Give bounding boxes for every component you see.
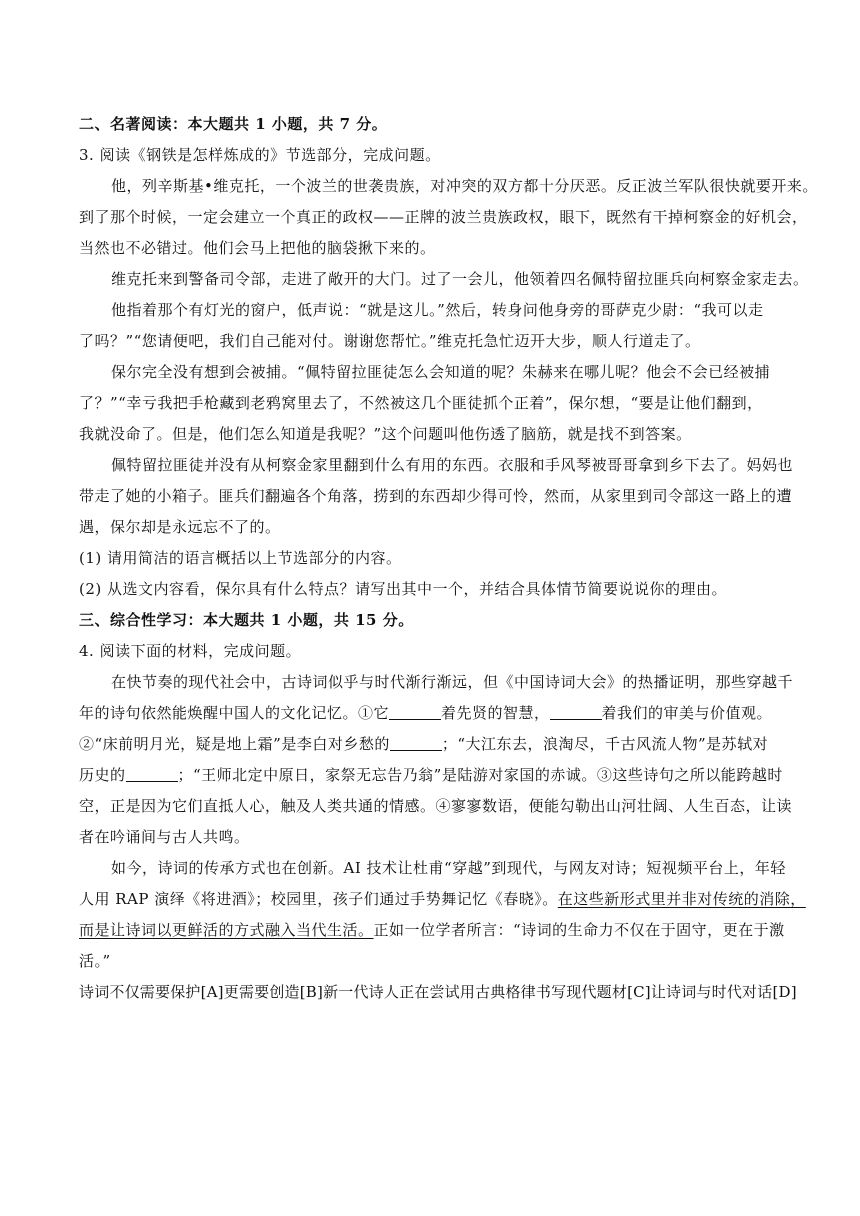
section-2-heading: 二、名著阅读：本大题共 1 小题，共 7 分。 [79,115,388,133]
fill-blank-3 [390,734,442,751]
text-segment: 正如一位学者所言：“诗词的生命力不仅在于固守，更在于激 [373,921,785,939]
underlined-sentence: 在这些新形式里并非对传统的消除， [557,890,806,908]
underlined-sentence: 而是让诗词以更鲜活的方式融入当代生活。 [79,921,374,939]
fill-blank-4 [126,765,178,782]
passage-3-line: 佩特留拉匪徒并没有从柯察金家里翻到什么有用的东西。衣服和手风琴被哥哥拿到乡下去了。妈妈也 [111,456,794,474]
passage-3-line: 带走了她的小箱子。匪兵们翻遍各个角落，捞到的东西却少得可怜，然而，从家里到司令部这一路上的遭 [79,487,793,505]
passage-3-line: 保尔完全没有想到会被捕。“佩特留拉匪徒怎么会知道的呢？朱赫来在哪儿呢？他会不会已经被捕 [111,363,771,381]
text-segment: 人用 RAP 演绎《将进酒》；校园里，孩子们通过手势舞记忆《春晓》。 [79,890,558,908]
passage-3-line: 我就没命了。但是，他们怎么知道是我呢？”这个问题叫他伤透了脑筋，就是找不到答案。 [79,425,692,443]
material-line: 者在吟诵间与古人共鸣。 [79,828,250,846]
text-segment: 着先贤的智慧， [441,704,550,722]
text-segment: ；“大江东去，浪淘尽，千古风流人物”是苏轼对 [441,735,769,753]
section-3-heading: 三、综合性学习：本大题共 1 小题，共 15 分。 [79,611,414,629]
text-segment: 着我们的审美与价值观。 [601,704,773,722]
passage-3-line: 当然也不必错过。他们会马上把他的脑袋揪下来的。 [79,239,436,257]
passage-3-line: 了？”“幸亏我把手枪藏到老鸦窝里去了，不然被这几个匪徒抓个正着”，保尔想，“要是让他们翻到， [79,394,763,412]
material-line [79,729,785,760]
text-segment: 历史的 [79,766,126,784]
material-line [79,884,806,915]
fill-blank-2 [550,703,602,720]
passage-3-line: 他指着那个有灯光的窗户，低声说：“就是这儿。”然后，转身问他身旁的哥萨克少尉：“我可以走 [111,301,764,319]
fill-blank-1 [389,703,441,720]
punctuation-question-line: 诗词不仅需要保护[A]更需要创造[B]新一代诗人正在尝试用古典格律书写现代题材[C]让诗词与时代对话[D] [79,983,797,1001]
passage-3-line: 他，列辛斯基•维克托，一个波兰的世袭贵族，对冲突的双方都十分厌恶。反正波兰军队很快就要开来。 [111,177,818,195]
material-line: 空，正是因为它们直抵人心，触及人类共通的情感。④寥寥数语，便能勾勒出山河壮阔、人生百态，让读 [79,797,793,815]
material-line: 在快节奏的现代社会中，古诗词似乎与时代渐行渐远，但《中国诗词大会》的热播证明，那些穿越千 [111,673,794,691]
text-segment: ②“床前明月光，疑是地上霜”是李白对乡愁的 [79,735,390,753]
text-segment: ；“王师北定中原日，家祭无忘告乃翁”是陆游对家国的赤诚。③这些诗句之所以能跨越时 [177,766,783,784]
passage-3-line: 遇，保尔却是永远忘不了的。 [79,518,281,536]
sub-question-2: (2) 从选文内容看，保尔具有什么特点？请写出其中一个，并结合具体情节简要说说你的理由。 [79,580,728,598]
passage-3-line: 到了那个时候，一定会建立一个真正的政权——正牌的波兰贵族政权，眼下，既然有干掉柯察金的好机会， [79,208,808,226]
material-line: 活。” [79,952,111,970]
text-segment: 年的诗句依然能焕醒中国人的文化记忆。①它 [79,704,390,722]
material-line [79,760,785,791]
question-3-title: 3. 阅读《钢铁是怎样炼成的》节选部分，完成问题。 [79,146,441,164]
question-4-title: 4. 阅读下面的材料，完成问题。 [79,642,302,660]
sub-question-1: (1) 请用简洁的语言概括以上节选部分的内容。 [79,549,402,567]
material-line: 如今，诗词的传承方式也在创新。AI 技术让杜甫“穿越”到现代，与网友对诗；短视频平台上，年轻 [111,859,786,877]
document-body [79,109,818,1008]
passage-3-line: 了吗？”“您请便吧，我们自己能对付。谢谢您帮忙。”维克托急忙迈开大步，顺人行道走了。 [79,332,701,350]
material-line [79,915,785,946]
material-line [79,698,785,729]
passage-3-line: 维克托来到警备司令部，走进了敞开的大门。过了一会儿，他领着四名佩特留拉匪兵向柯察金家走去。 [111,270,809,288]
